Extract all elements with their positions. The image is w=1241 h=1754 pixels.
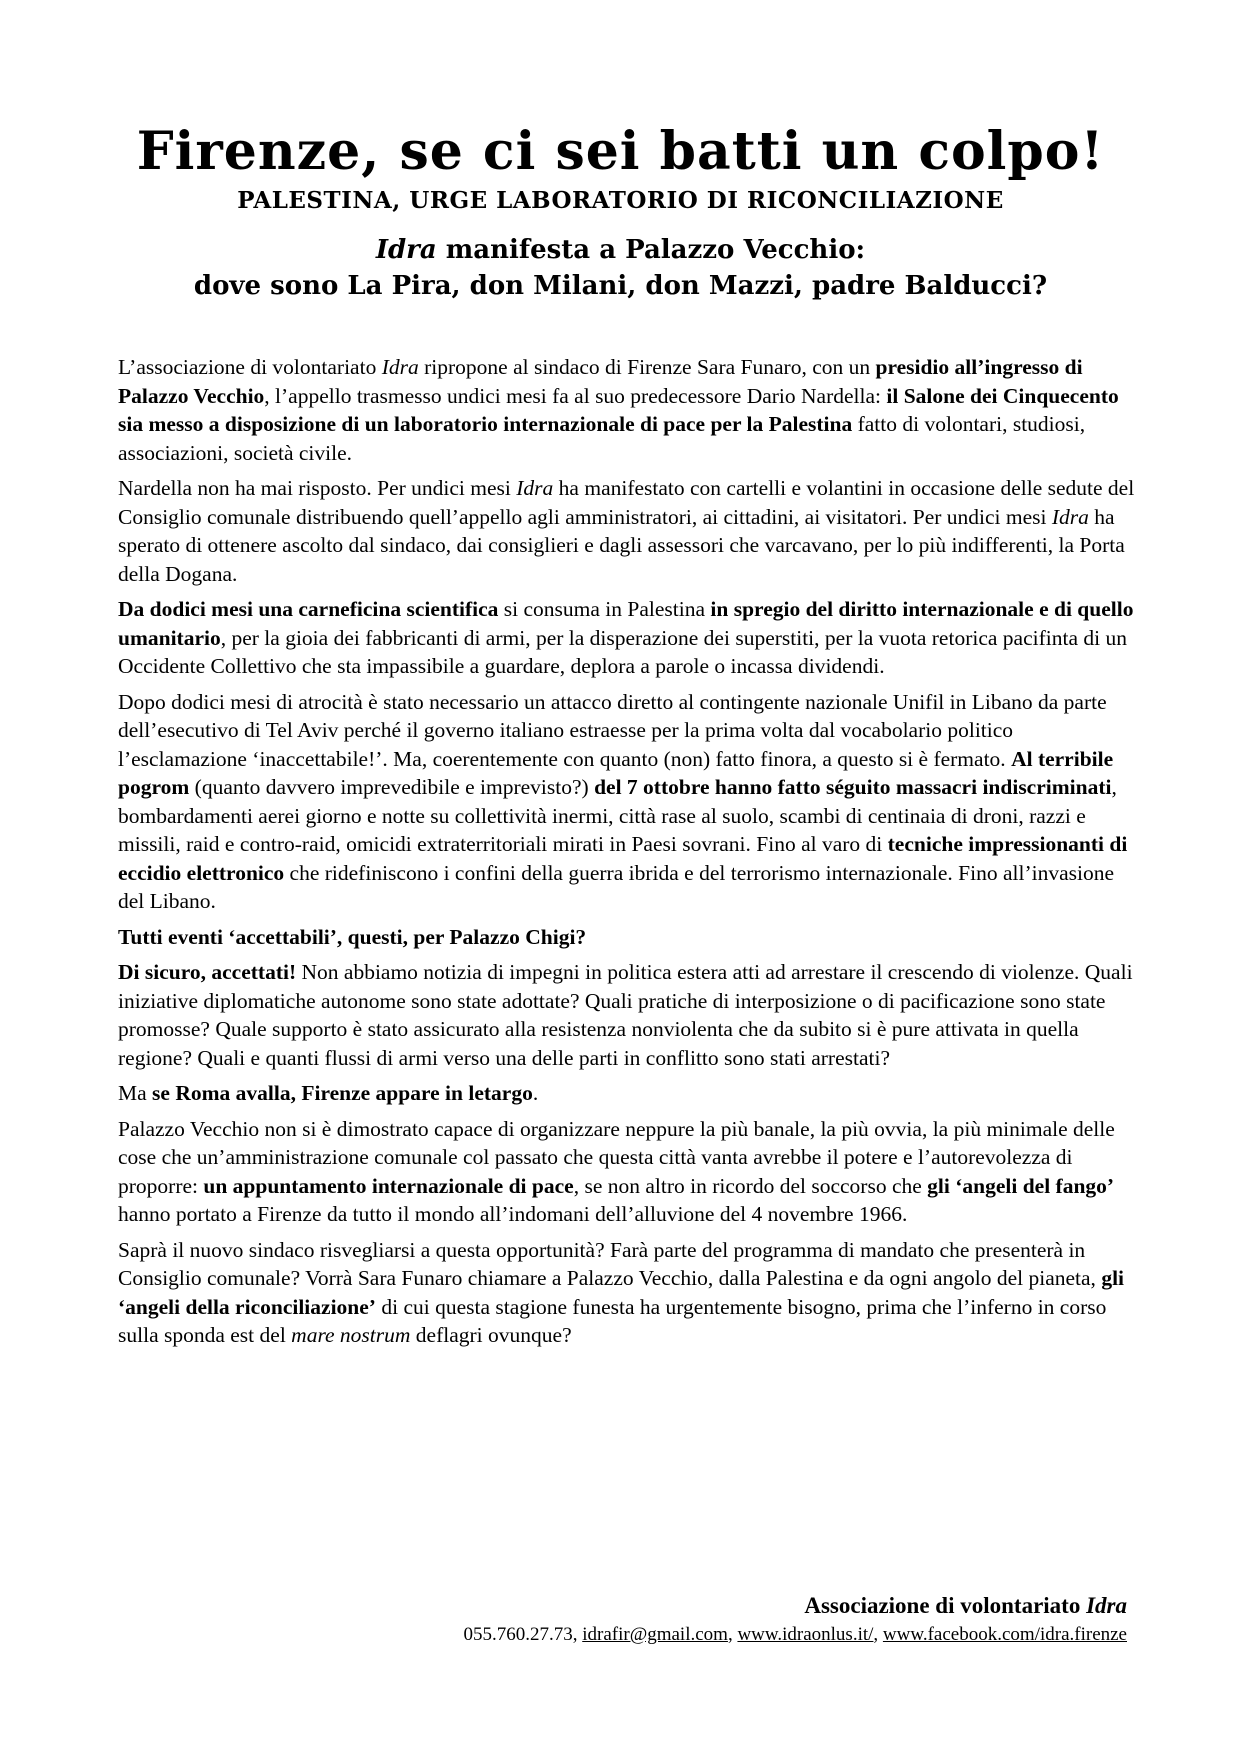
paragraph-8 (118, 1115, 1138, 1229)
text-run: ha sperato di ottenere ascolto dal sindaco, dai consiglieri e dagli assessori che varcavano, per lo più indifferenti, la Porta della Dogana. (118, 504, 1125, 586)
text-run: . (532, 1081, 539, 1105)
contact-line (463, 1623, 1127, 1647)
paragraph-1 (118, 353, 1138, 467)
website-link[interactable]: www.idraonlus.it/ (737, 1624, 874, 1645)
italic-text: Idra (381, 355, 419, 379)
bold-text: il Salone dei Cinquecento sia messo a disposizione di un laboratorio internazionale di pace per la Palestina (118, 383, 1119, 436)
italic-text: Idra (1051, 504, 1089, 529)
text-run: che ridefiniscono i confini della guerra ibrida e del terrorismo internazionale. Fino all’invasione del Libano. (118, 860, 1115, 913)
text-run: L’associazione di volontariato (118, 355, 382, 379)
bold-text: del 7 ottobre hanno fatto séguito massacri indiscriminati (594, 775, 1112, 799)
italic-text: mare nostrum (291, 1323, 411, 1347)
paragraph-4 (118, 688, 1138, 916)
text-run: ha manifestato con cartelli e volantini in occasione delle sedute del Consiglio comunale distribuendo quell’appello agli amministratori, ai cittadini, ai visitatori. Per undici mesi (118, 476, 1135, 529)
text-run: di cui questa stagione funesta ha urgentemente bisogno, prima che l’inferno in corso sulla sponda est del (118, 1294, 1107, 1347)
text-run: ripropone al sindaco di Firenze Sara Funaro, con un (418, 355, 876, 379)
bold-text: in spregio del diritto internazionale e di quello umanitario (118, 597, 1134, 650)
text-run: Non abbiamo notizia di impegni in politica estera atti ad arrestare il crescendo di violenze. Quali iniziative diplomatiche autonome sono state adottate? Quali pratiche di interposizione o di pacificazione sono state promosse? Quale supporto è stato assicurato alla resistenza nonviolenta che da subito si è pure attivata in quella regione? Quali e quanti flussi di armi verso una delle parti in conflitto sono stati arrestati? (118, 960, 1133, 1070)
heading-line-1 (0, 232, 1241, 268)
signature-idra-italic: Idra (1086, 1593, 1127, 1618)
paragraph-6 (118, 958, 1138, 1072)
text-run: , se non altro in ricordo del soccorso che (573, 1173, 928, 1198)
text-run: , per la gioia dei fabbricanti di armi, per la disperazione dei superstiti, per la vuota retorica pacifinta di un Occidente Collettivo che sta impassibile a guardare, deplora a parole o incassa dividendi. (118, 625, 1127, 678)
paragraph-9 (118, 1236, 1138, 1350)
text-run: Ma (118, 1081, 153, 1105)
text-run: si consuma in Palestina (498, 597, 711, 621)
page-title: Firenze, se ci sei batti un colpo! (136, 121, 1105, 182)
paragraph-5 (118, 923, 1138, 952)
bold-text: un appuntamento internazionale di pace (203, 1173, 574, 1198)
bold-text: Da dodici mesi una carneficina scientifica (118, 597, 499, 621)
bold-text: Tutti eventi ‘accettabili’, questi, per Palazzo Chigi? (118, 924, 587, 949)
separator: , (572, 1624, 583, 1645)
paragraph-7 (118, 1079, 1138, 1108)
heading-idra-italic: Idra (375, 235, 437, 265)
text-run: , l’appello trasmesso undici mesi fa al suo predecessore Dario Nardella: (264, 383, 887, 408)
text-run: , bombardamenti aerei giorno e notte su collettività inermi, città rase al suolo, scambi di centinaia di droni, razzi e missili, raid e contro-raid, omicidi extraterritoriali mirati in Paesi sovrani. Fino al varo di (118, 775, 1117, 856)
text-run: hanno portato a Firenze da tutto il mondo all’indomani dell’alluvione del 4 novembre 1966. (118, 1202, 908, 1226)
facebook-link[interactable]: www.facebook.com/idra.firenze (882, 1624, 1127, 1645)
bold-text: gli ‘angeli della riconciliazione’ (118, 1266, 1125, 1319)
heading-line-1-rest: manifesta a Palazzo Vecchio: (436, 235, 866, 265)
bold-text: tecniche impressionanti di eccidio elettronico (118, 832, 1128, 885)
text-run: Nardella non ha mai risposto. Per undici mesi (118, 476, 517, 500)
bold-text: se Roma avalla, Firenze appare in letargo (152, 1081, 533, 1105)
heading-line-2: dove sono La Pira, don Milani, don Mazzi, padre Balducci? (193, 271, 1048, 301)
italic-text: Idra (516, 476, 554, 500)
paragraph-3 (118, 595, 1138, 681)
bold-text: presidio all’ingresso di Palazzo Vecchio (118, 355, 1083, 408)
email-link[interactable]: idrafir@gmail.com (582, 1624, 728, 1645)
separator: , (727, 1624, 738, 1645)
text-run: fatto di volontari, studiosi, associazioni, società civile. (118, 412, 1086, 465)
separator: , (873, 1624, 883, 1645)
article-body (118, 353, 1138, 1357)
text-run: (quanto davvero imprevedibile e imprevisto?) (189, 775, 595, 799)
phone-number: 055.760.27.73 (463, 1624, 573, 1645)
bold-text: Al terribile pogrom (118, 746, 1114, 799)
signature-prefix: Associazione di volontariato (804, 1593, 1087, 1618)
text-run: deflagri ovunque? (410, 1323, 572, 1347)
bold-text: Di sicuro, accettati! (118, 960, 297, 984)
signature (804, 1591, 1127, 1621)
secondary-heading (0, 232, 1241, 304)
text-run: Saprà il nuovo sindaco risvegliarsi a questa opportunità? Farà parte del programma di mandato che presenterà in Consiglio comunale? Vorrà Sara Funaro chiamare a Palazzo Vecchio, dalla Palestina e da ogni angolo del pianeta, (118, 1237, 1102, 1290)
paragraph-2 (118, 474, 1138, 588)
bold-text: gli ‘angeli del fango’ (927, 1173, 1115, 1198)
text-run: Dopo dodici mesi di atrocità è stato necessario un attacco diretto al contingente nazionale Unifil in Libano da parte dell’esecutivo di Tel Aviv perché il governo italiano estraesse per la prima volta dal vocabolario politico l’esclamazione ‘inaccettabile!’. Ma, coerentemente con quanto (non) fatto finora, a questo si è fermato. (118, 689, 1107, 771)
text-run: Palazzo Vecchio non si è dimostrato capace di organizzare neppure la più banale, la più ovvia, la più minimale delle cose che un’amministrazione comunale col passato che questa città vanta avrebbe il potere e l’autorevolezza di proporre: (118, 1116, 1115, 1198)
page-subtitle: PALESTINA, URGE LABORATORIO DI RICONCILIAZIONE (237, 187, 1004, 214)
